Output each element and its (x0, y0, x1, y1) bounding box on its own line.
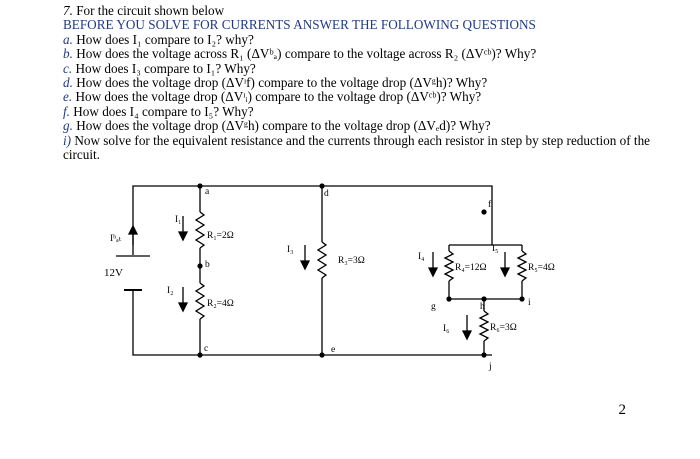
arrow-i5-head (501, 268, 509, 276)
node-dot-h (481, 296, 486, 301)
wire-top (133, 186, 492, 245)
question-letter: g. (63, 118, 73, 134)
question-text: How does the voltage across R₁ (ΔVᵇₐ) compare to the voltage across R₂ (ΔVᶜᵇ)? Why? (76, 46, 537, 62)
label-r3: R₃=3Ω (338, 256, 365, 266)
question-text: How does I₁ compare to I₂? why? (76, 31, 254, 47)
question-text: Now solve for the equivalent resistance and the currents through each resistor in step by step reduction of the circuit. (63, 132, 651, 163)
label-battery-voltage: 12V (104, 267, 123, 279)
question-text: How does the voltage drop (ΔVᵍh) compare to the voltage drop (ΔVₑd)? Why? (76, 118, 491, 134)
question-letter: a. (63, 31, 73, 47)
label-i1: I₁ (175, 215, 182, 225)
node-dot-j (481, 352, 486, 357)
question-letter: b. (63, 46, 73, 62)
label-i4: I₄ (418, 252, 425, 262)
page-number: 2 (618, 402, 626, 418)
arrow-i6-head (463, 331, 471, 339)
label-r6: R₆=3Ω (490, 323, 517, 333)
label-node-i: i (528, 298, 531, 308)
resistor-r1 (196, 212, 204, 248)
node-dot-d (319, 183, 324, 188)
question-text: How does the voltage drop (ΔVᶦf) compare to the voltage drop (ΔVᵍh)? Why? (76, 75, 488, 91)
resistor-r5 (518, 251, 526, 281)
question-letter: c. (63, 60, 73, 76)
label-node-d: d (324, 189, 329, 199)
node-dot-g (446, 296, 451, 301)
label-r5: R₅=4Ω (528, 263, 555, 273)
label-node-e: e (331, 345, 336, 355)
arrow-i3-head (301, 261, 309, 269)
label-i5: I₅ (492, 244, 499, 254)
label-r1: R₁=2Ω (207, 231, 234, 241)
node-dot-b (197, 263, 202, 268)
node-dot-a (197, 183, 202, 188)
label-node-c: c (204, 344, 209, 354)
label-r2: R₂=4Ω (207, 299, 234, 309)
node-dot-f (481, 209, 486, 214)
label-node-j: j (489, 362, 492, 372)
question-letter: i) (63, 132, 72, 148)
arrow-i1-head (179, 232, 187, 240)
label-node-f: f (488, 200, 492, 210)
question-text: How does I₄ compare to I₅? Why? (73, 103, 254, 119)
question-letter: e. (63, 89, 73, 105)
problem-number: 7. (63, 3, 73, 18)
resistor-r3 (318, 242, 326, 278)
label-i2: I₂ (167, 286, 174, 296)
arrow-i4-head (429, 268, 437, 276)
label-ibat: Iᵇₐₜ (110, 234, 122, 244)
label-r4: R₄=12Ω (455, 263, 487, 273)
label-i6: I₆ (443, 324, 450, 334)
arrow-ibat-head (129, 226, 137, 234)
label-node-h: h (480, 302, 485, 312)
wire-left-bottom (133, 291, 492, 355)
node-dot-c (197, 352, 202, 357)
node-dot-e (319, 352, 324, 357)
arrow-i2-head (179, 303, 187, 311)
node-dot-i (519, 296, 524, 301)
label-node-a: a (205, 187, 210, 197)
problem-title: For the circuit shown below (76, 3, 225, 18)
question-text: How does I₃ compare to I₁? Why? (75, 60, 256, 76)
question-text: How does the voltage drop (ΔVᶦᵢ) compare to the voltage drop (ΔVᶜᵇ)? Why? (75, 89, 482, 105)
question-letter: f. (63, 103, 70, 119)
label-node-g: g (431, 302, 436, 312)
instruction-heading: BEFORE YOU SOLVE FOR CURRENTS ANSWER THE FOLLOWING QUESTIONS (63, 17, 536, 33)
resistor-r4 (445, 251, 453, 281)
label-i3: I₃ (287, 245, 294, 255)
resistor-r6 (480, 311, 488, 341)
resistor-r2 (196, 283, 204, 319)
label-node-b: b (205, 260, 210, 270)
question-letter: d. (63, 75, 73, 91)
